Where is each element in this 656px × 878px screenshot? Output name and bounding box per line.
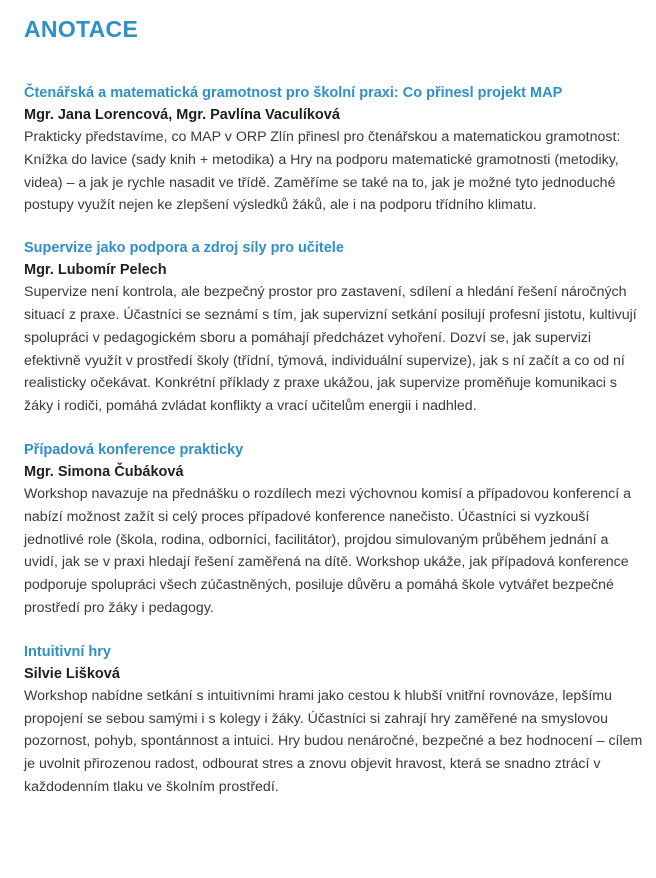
section-title: Intuitivní hry xyxy=(24,643,111,660)
annotation-section xyxy=(24,641,644,799)
section-author: Mgr. Simona Čubáková xyxy=(24,463,184,480)
section-body: Workshop nabídne setkání s intuitivními hrami jako cestou k hlubší vnitřní rovnováze, lepšímu propojení se sebou samými i s kolegy i žáky. Účastníci si zahrají hry zaměřené na smyslovou pozornost, pohyb, spontánnost a intuici. Hry budou nenáročné, bezpečné a bez hodnocení – cílem je uvolnit přirozenou radost, odbourat stres a znovu objevit hravost, která se snadno ztrácí v každodenním tlaku ve školním prostředí. xyxy=(24,687,643,795)
section-body: Prakticky představíme, co MAP v ORP Zlín přinesl pro čtenářskou a matematickou gramotnost: Knížka do lavice (sady knih + metodika) a Hry na podporu matematické gramotnosti (metodiky, videa) – a jak je rychle nasadit ve třídě. Zaměříme se také na to, jak je možné tyto jednoduché postupy využít nejen ke zlepšení výsledků žáků, ale i na podporu třídního klimatu. xyxy=(24,129,621,214)
annotation-section xyxy=(24,82,644,217)
page-title: ANOTACE xyxy=(24,16,139,42)
section-author: Silvie Lišková xyxy=(24,665,120,682)
section-author: Mgr. Lubomír Pelech xyxy=(24,262,167,279)
section-title: Čtenářská a matematická gramotnost pro školní praxi: Co přinesl projekt MAP xyxy=(24,85,563,101)
section-title: Supervize jako podpora a zdroj síly pro učitele xyxy=(24,240,344,257)
annotations-list xyxy=(24,82,644,799)
annotation-section xyxy=(24,439,644,620)
section-body: Supervize není kontrola, ale bezpečný prostor pro zastavení, sdílení a hledání řešení náročných situací z praxe. Účastníci se seznámí s tím, jak supervizní setkání posilují profesní jistotu, kultivují spolupráci v pedagogickém sboru a pomáhají předcházet vyhoření. Dozví se, jak supervizi efektivně využít v prostředí školy (třídní, týmová, individuální supervize), jak s ní začít a co od ní realisticky očekávat. Konkrétní příklady z praxe ukážou, jak supervize proměňuje komunikaci s žáky i rodiči, pomáhá zvládat konflikty a vrací učitelům energii i nadhled. xyxy=(24,284,637,415)
annotation-section xyxy=(24,237,644,418)
section-title: Případová konference prakticky xyxy=(24,441,244,458)
section-author: Mgr. Jana Lorencová, Mgr. Pavlína Vaculíková xyxy=(24,107,340,123)
section-body: Workshop navazuje na přednášku o rozdílech mezi výchovnou komisí a případovou konferencí a nabízí možnost zažít si celý proces případové konference nanečisto. Účastníci si vyzkouší jednotlivé role (škola, rodina, odborníci, facilitátor), projdou simulovaným průběhem jednání a uvidí, jak se v praxi hledají řešení zaměřená na dítě. Workshop ukáže, jak případová konference podporuje spolupráci všech zúčastněných, posiluje důvěru a pomáhá škole vytvářet bezpečné prostředí pro žáky i pedagogy. xyxy=(24,485,631,616)
